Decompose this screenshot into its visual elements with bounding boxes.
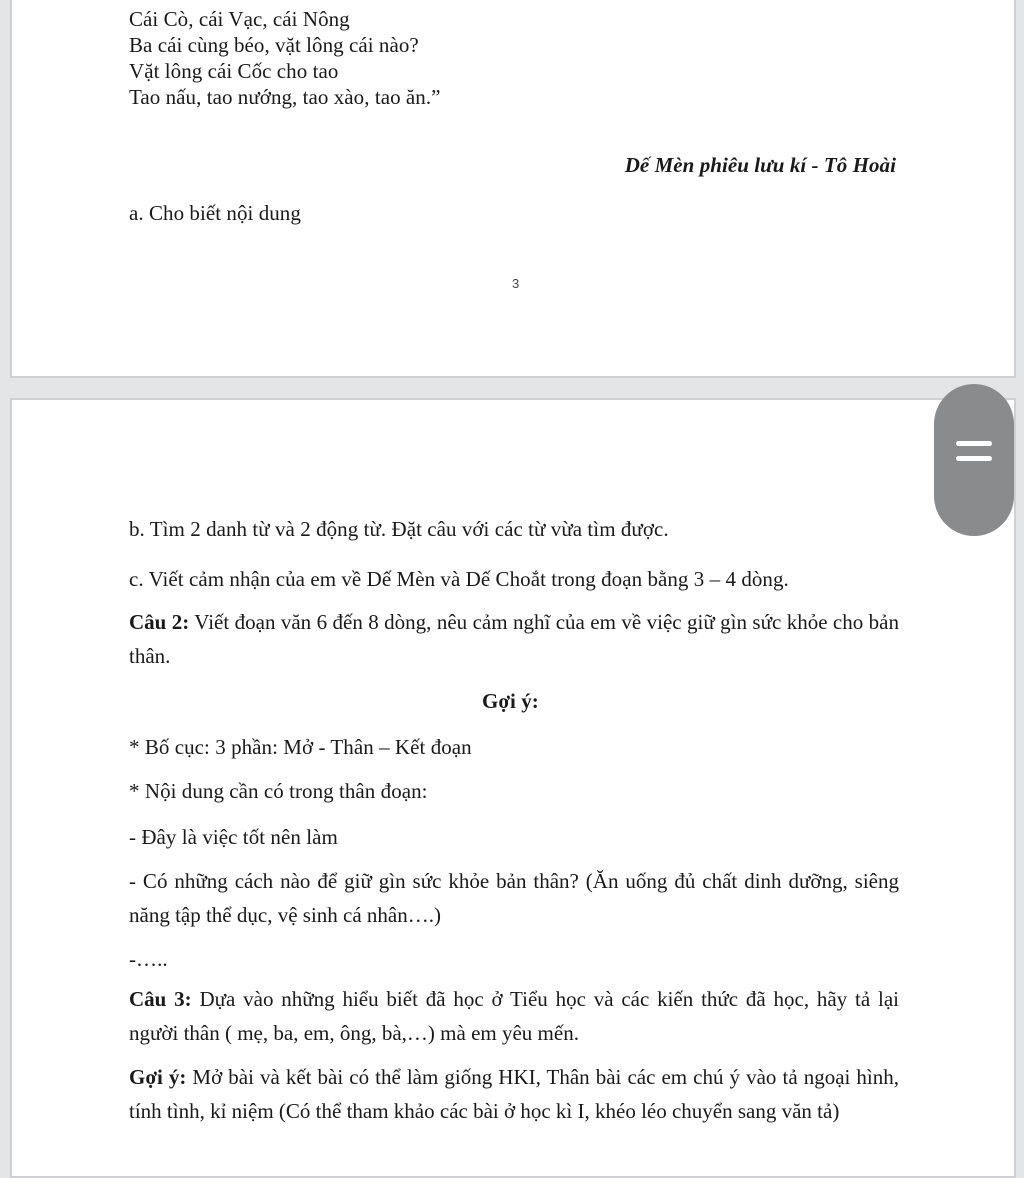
handle-grip-icon (956, 441, 992, 446)
hint-content-heading: * Nội dung cần có trong thân đoạn: (129, 779, 428, 803)
question-3-hint (129, 1060, 899, 1128)
question-2-text: Viết đoạn văn 6 đến 8 dòng, nêu cảm nghĩ của em về việc giữ gìn sức khỏe cho bản thân. (129, 610, 899, 668)
question-3-hint-text: Mở bài và kết bài có thể làm giống HKI, Thân bài các em chú ý vào tả ngoại hình, tính tình, kỉ niệm (Có thể tham khảo các bài ở học kì I, khéo léo chuyển sang văn tả) (129, 1065, 899, 1123)
poem-line-2: Ba cái cùng béo, vặt lông cái nào? (129, 33, 419, 57)
hint-good-thing: - Đây là việc tốt nên làm (129, 825, 338, 849)
question-3-label: Câu 3: (129, 987, 192, 1011)
poem-line-1: Cái Cò, cái Vạc, cái Nông (129, 7, 350, 31)
document-page-3 (10, 0, 1016, 378)
document-page-4 (10, 398, 1016, 1178)
poem-source: Dế Mèn phiêu lưu kí - Tô Hoài (624, 153, 896, 177)
hint-ellipsis: -….. (129, 947, 168, 971)
question-2-label: Câu 2: (129, 610, 190, 634)
question-b: b. Tìm 2 danh từ và 2 động từ. Đặt câu với các từ vừa tìm được. (129, 517, 669, 541)
scroll-handle[interactable] (934, 384, 1014, 536)
question-3-hint-label: Gợi ý: (129, 1065, 187, 1089)
poem-line-4: Tao nấu, tao nướng, tao xào, tao ăn.” (129, 85, 441, 109)
question-a: a. Cho biết nội dung (129, 201, 301, 225)
handle-grip-icon (956, 456, 992, 461)
hint-title: Gợi ý: (482, 689, 539, 713)
hint-layout: * Bố cục: 3 phần: Mở - Thân – Kết đoạn (129, 735, 472, 759)
question-3 (129, 982, 899, 1050)
page-number: 3 (512, 276, 520, 291)
poem-line-3: Vặt lông cái Cốc cho tao (129, 59, 339, 83)
question-2 (129, 605, 899, 673)
question-c: c. Viết cảm nhận của em về Dế Mèn và Dế Choắt trong đoạn bằng 3 – 4 dòng. (129, 567, 789, 591)
hint-ways: - Có những cách nào để giữ gìn sức khỏe bản thân? (Ăn uống đủ chất dinh dưỡng, siêng năng tập thể dục, vệ sinh cá nhân….) (129, 869, 899, 927)
question-3-text: Dựa vào những hiểu biết đã học ở Tiểu học và các kiến thức đã học, hãy tả lại người thân ( mẹ, ba, em, ông, bà,…) mà em yêu mến. (129, 987, 900, 1045)
